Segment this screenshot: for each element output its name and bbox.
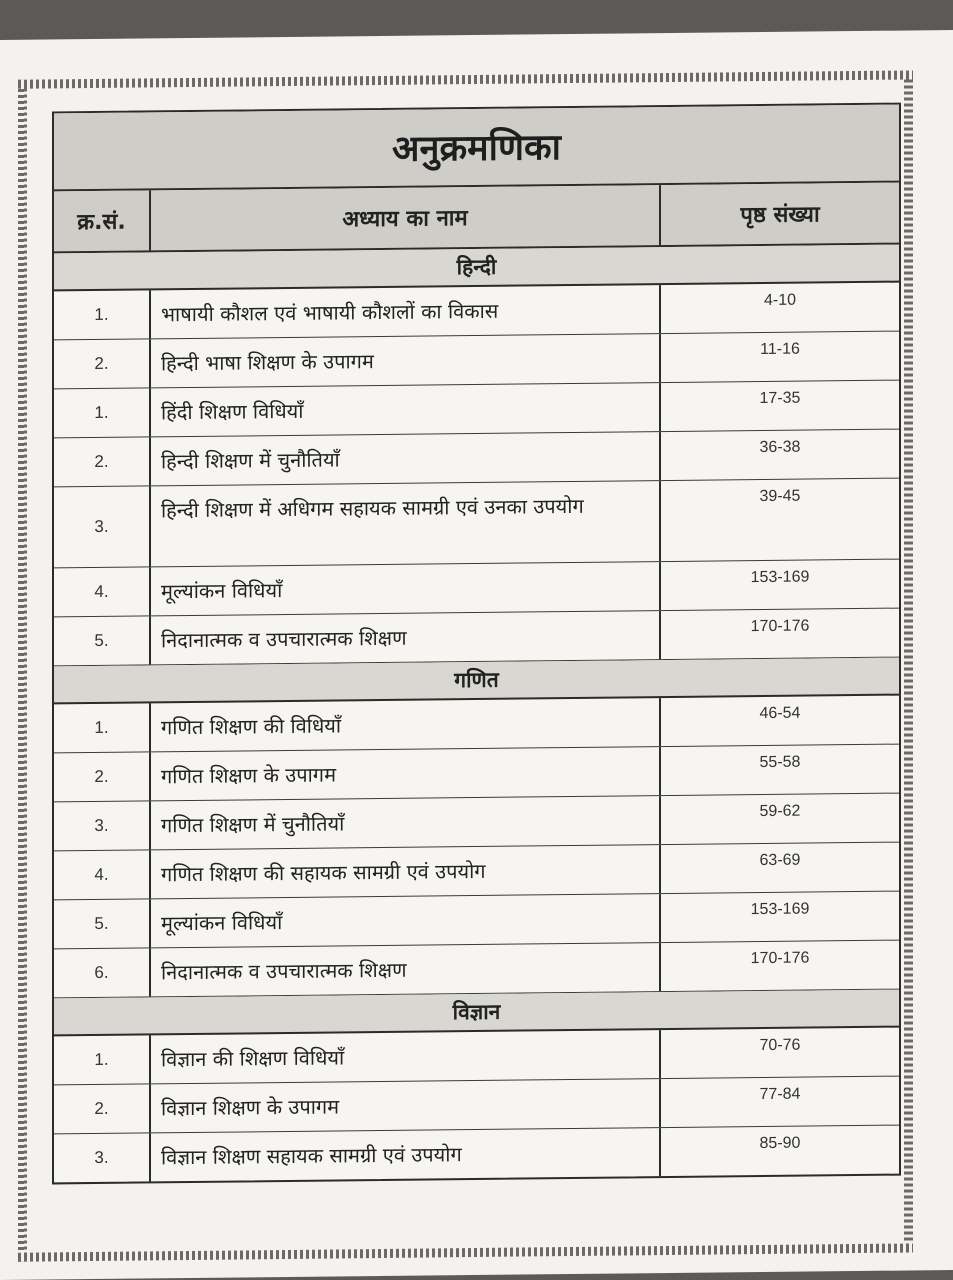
- header-serial-number: क्र.सं.: [54, 190, 151, 251]
- chapter-name: हिन्दी शिक्षण में अधिगम सहायक सामग्री एवं उनका उपयोग: [151, 481, 661, 566]
- page-range: 70-76: [759, 1036, 801, 1055]
- book-page: [0, 30, 953, 1280]
- page-range: 77-84: [759, 1085, 801, 1104]
- header-chapter-name: अध्याय का नाम: [151, 185, 661, 250]
- table-row: [54, 1028, 899, 1086]
- serial-number: 5.: [54, 616, 151, 665]
- chapter-name: गणित शिक्षण में चुनौतियाँ: [151, 796, 661, 849]
- table-row: [54, 332, 899, 390]
- serial-number: 1.: [54, 388, 151, 437]
- section-heading: गणित: [54, 658, 899, 705]
- table-row: [54, 696, 899, 754]
- chapter-name: विज्ञान शिक्षण के उपागम: [151, 1079, 661, 1132]
- chapter-name: विज्ञान शिक्षण सहायक सामग्री एवं उपयोग: [151, 1128, 661, 1181]
- chapter-name: गणित शिक्षण की सहायक सामग्री एवं उपयोग: [151, 845, 661, 898]
- chapter-name: निदानात्मक व उपचारात्मक शिक्षण: [151, 943, 661, 996]
- table-row: [54, 941, 899, 999]
- page-title: अनुक्रमणिका: [54, 105, 899, 192]
- page-range: 11-16: [760, 340, 800, 359]
- serial-number: 4.: [54, 567, 151, 616]
- table-row: [54, 381, 899, 439]
- table-row: [54, 560, 899, 618]
- section-heading: विज्ञान: [54, 990, 899, 1037]
- page-range: 17-35: [759, 389, 801, 408]
- serial-number: 2.: [54, 437, 151, 486]
- chapter-name: गणित शिक्षण के उपागम: [151, 747, 661, 800]
- chapter-name: विज्ञान की शिक्षण विधियाँ: [151, 1030, 661, 1083]
- chapter-name: निदानात्मक व उपचारात्मक शिक्षण: [151, 611, 661, 664]
- chapter-name: गणित शिक्षण की विधियाँ: [151, 698, 661, 751]
- serial-number: 3.: [54, 801, 151, 850]
- page-range: 59-62: [759, 802, 801, 821]
- page-range: 153-169: [750, 568, 810, 587]
- serial-number: 4.: [54, 850, 151, 899]
- page-range: 55-58: [759, 753, 801, 772]
- serial-number: 1.: [54, 1035, 151, 1084]
- serial-number: 2.: [54, 1084, 151, 1133]
- chapter-name: हिन्दी भाषा शिक्षण के उपागम: [151, 334, 661, 387]
- table-row: [54, 1126, 899, 1183]
- table-row: [54, 745, 899, 803]
- serial-number: 5.: [54, 899, 151, 948]
- serial-number: 3.: [54, 486, 151, 567]
- page-range: 63-69: [759, 851, 801, 870]
- page-range: 39-45: [759, 487, 801, 506]
- serial-number: 6.: [54, 948, 151, 997]
- table-row: [54, 794, 899, 852]
- serial-number: 2.: [54, 339, 151, 388]
- chapter-name: मूल्यांकन विधियाँ: [151, 562, 661, 615]
- table-body: [54, 245, 899, 1183]
- page-range: 36-38: [759, 438, 801, 457]
- table-row: [54, 843, 899, 901]
- table-row: [54, 430, 899, 488]
- table-of-contents: [52, 103, 901, 1185]
- serial-number: 1.: [54, 703, 151, 752]
- chapter-name: हिन्दी शिक्षण में चुनौतियाँ: [151, 432, 661, 485]
- page-range: 46-54: [759, 704, 801, 723]
- table-row: [54, 1077, 899, 1135]
- table-row: [54, 283, 899, 341]
- page-range: 170-176: [750, 617, 810, 636]
- page-range: 4-10: [763, 291, 797, 309]
- serial-number: 2.: [54, 752, 151, 801]
- table-row: [54, 609, 899, 667]
- table-row: [54, 892, 899, 950]
- table-row: [54, 479, 899, 569]
- header-page-number: पृष्ठ संख्या: [740, 202, 820, 229]
- serial-number: 3.: [54, 1133, 151, 1182]
- chapter-name: भाषायी कौशल एवं भाषायी कौशलों का विकास: [151, 285, 661, 338]
- chapter-name: मूल्यांकन विधियाँ: [151, 894, 661, 947]
- serial-number: 1.: [54, 290, 151, 339]
- page-range: 85-90: [759, 1134, 801, 1153]
- page-range: 170-176: [750, 949, 810, 968]
- section-heading: हिन्दी: [54, 245, 899, 292]
- page-range: 153-169: [750, 900, 810, 919]
- chapter-name: हिंदी शिक्षण विधियाँ: [151, 383, 661, 436]
- table-header: [54, 183, 899, 254]
